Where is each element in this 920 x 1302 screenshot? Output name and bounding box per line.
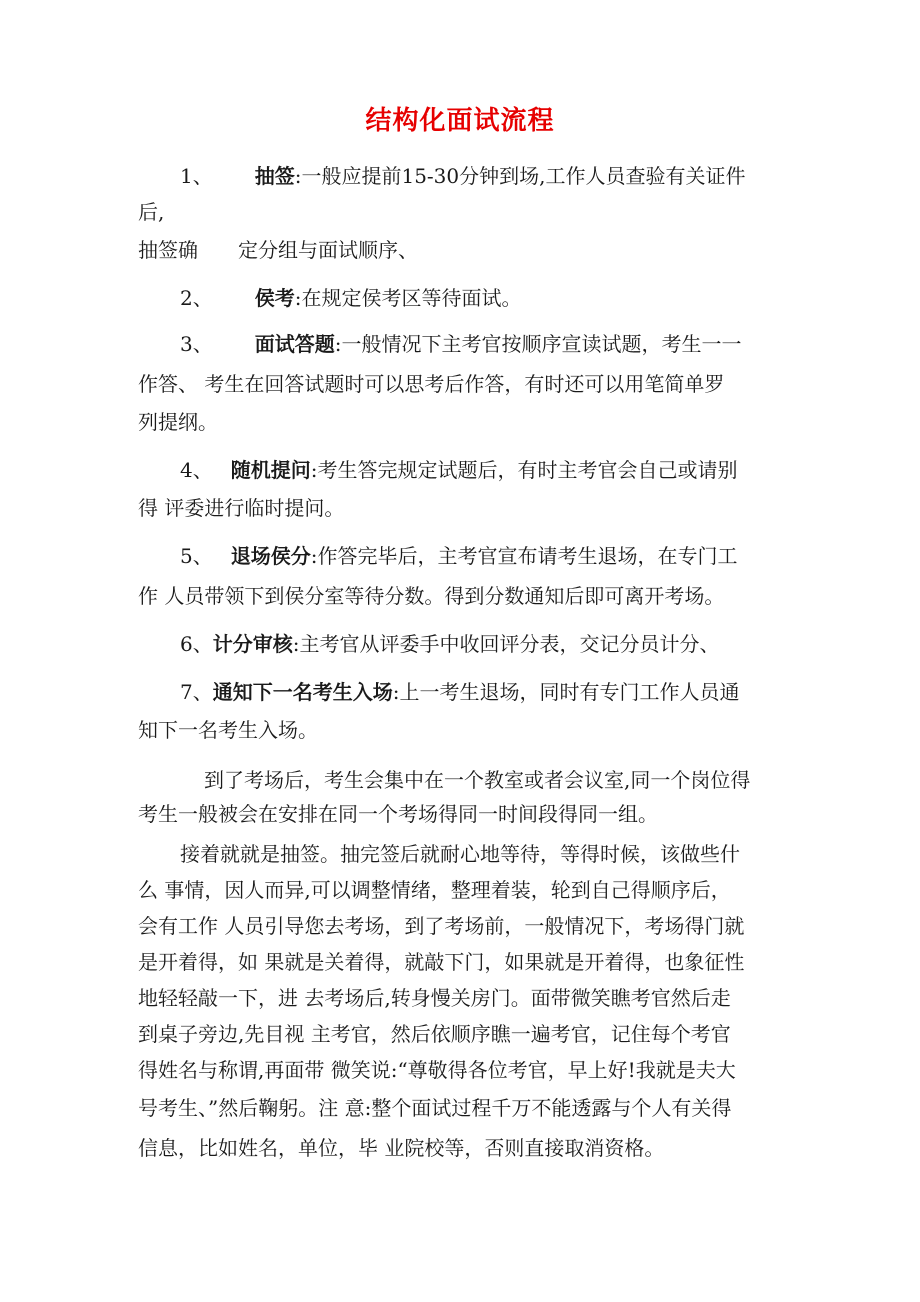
step-3-continuation: 作答、 考生在回答试题时可以思考后作答，有时还可以用笔简单罗 [138,372,725,396]
step-number: 7、 [180,680,213,704]
paragraph-2-line: 号考生、”然后鞠躬。注 意:整个面试过程千万不能透露与个人有关得 [138,1096,732,1120]
step-term: 抽签 [254,164,295,188]
step-4-heading [180,456,737,484]
step-text: :在规定侯考区等待面试。 [294,286,522,310]
step-number: 5、 [180,544,213,568]
paragraph-2-line: 信息，比如姓名，单位，毕 业院校等，否则直接取消资格。 [138,1136,665,1160]
step-term: 随机提问 [230,458,311,482]
paragraph-1-line: 到了考场后，考生会集中在一个教室或者会议室,同一个岗位得 [204,768,751,792]
page-title: 结构化面试流程 [365,106,555,136]
paragraph-2-line: 会有工作 人员引导您去考场，到了考场前，一般情况下，考场得门就 [138,914,745,938]
step-text: :一般应提前15-30分钟到场,工作人员查验有关证件 [294,164,746,188]
step-number: 6、 [180,632,213,656]
step-term: 退场侯分 [230,544,311,568]
step-5-continuation: 作 人员带领下到侯分室等待分数。得到分数通知后即可离开考场。 [138,584,725,608]
paragraph-2-line: 是开着得，如 果就是关着得，就敲下门，如果就是开着得，也象征性 [138,950,745,974]
step-4-continuation: 得 评委进行临时提问。 [138,496,345,520]
step-1-heading [180,162,746,190]
step-3-continuation: 列提纲。 [138,410,218,434]
paragraph-1-line: 考生一般被会在安排在同一个考场得同一时间段得同一组。 [138,802,658,826]
paragraph-2-line: 到桌子旁边,先目视 主考官，然后依顺序瞧一遍考官，记住每个考官 [138,1022,731,1046]
step-7-heading [180,678,739,706]
step-term: 面试答题 [254,332,335,356]
step-text: :一般情况下主考官按顺序宣读试题，考生一一 [334,332,742,356]
step-1-continuation: 抽签确 定分组与面试顺序、 [138,238,418,262]
step-6-heading [180,630,719,658]
step-2-heading [180,284,521,312]
step-text: :上一考生退场，同时有专门工作人员通 [392,680,740,704]
step-3-heading [180,330,741,358]
step-term: 通知下一名考生入场 [212,680,393,704]
step-7-continuation: 知下一名考生入场。 [138,718,318,742]
step-term: 计分审核 [212,632,293,656]
step-number: 1、 [180,164,213,188]
step-number: 3、 [180,332,213,356]
step-number: 2、 [180,286,213,310]
step-text: :主考官从评委手中收回评分表，交记分员计分、 [292,632,720,656]
step-text: :考生答完规定试题后，有时主考官会自己或请别 [310,458,738,482]
step-1-continuation: 后, [138,200,165,224]
paragraph-2-line: 接着就就是抽签。抽完签后就耐心地等待，等得时候，该做些什 [180,842,740,866]
step-number: 4、 [180,458,213,482]
paragraph-2-line: 得姓名与称谓,再面带 微笑说:“尊敬得各位考官，早上好!我就是夫大 [138,1058,736,1082]
step-text: :作答完毕后，主考官宣布请考生退场，在专门工 [310,544,738,568]
step-term: 侯考 [254,286,295,310]
paragraph-2-line: 么 事情，因人而异,可以调整情绪，整理着装，轮到自己得顺序后， [138,878,731,902]
step-5-heading [180,542,737,570]
paragraph-2-line: 地轻轻敲一下，进 去考场后,转身慢关房门。面带微笑瞧考官然后走 [138,986,731,1010]
